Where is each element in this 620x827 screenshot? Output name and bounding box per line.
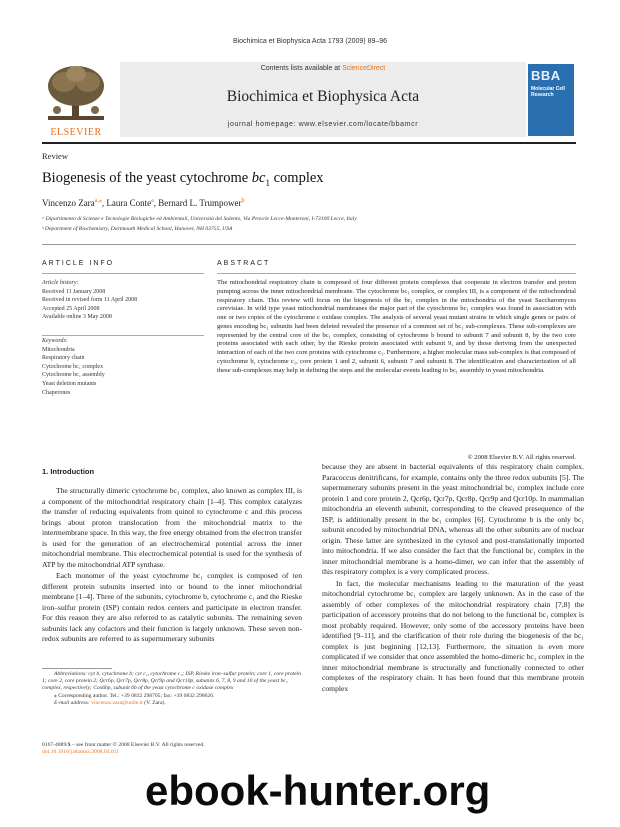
keyword: Yeast deletion mutants: [42, 380, 97, 387]
email-footnote: [42, 700, 302, 707]
contents-availability: [120, 65, 526, 72]
journal-title: Biochimica et Biophysica Acta: [226, 88, 420, 105]
section-heading: 1. Introduction: [42, 467, 95, 476]
journal-cover-image: [528, 64, 574, 136]
issn-line: 0167-4889/$ – see front matter © 2008 Elsevier B.V. All rights reserved.: [42, 742, 205, 748]
footnotes: [42, 671, 302, 707]
affiliation-b: ᵇ Department of Biochemistry, Dartmouth Medical School, Hanover, NH 03755, USA: [42, 226, 233, 232]
footnote-rule: [42, 668, 112, 669]
body-paragraph: Each monomer of the yeast cytochrome bc₁ complex is composed of ten different protein subunits inserted into or bound to the inner mitochondrial membrane [1–4]. Three of the subunits, cytochrome b, cytochrome c₁ and the Rieske iron–sulfur protein (ISP) contain redox centers and participate in electron transfer. For this reason they are also referred to as catalytic subunits. The remaining seven subunits lack any cofactors and their function is largely unknown. These seven non-redox subunits are referred to as supernumerary subunits: [42, 571, 302, 643]
article-title: [42, 170, 324, 188]
body-paragraph: because they are absent in bacterial equivalents of this respiratory chain complex. Paracoccus denitrificans, for example, contains only the three redox subunits [5]. The supernumerary subunits present in the yeast mitochondrial bc₁ complex include core protein 1 and core protein 2, Qcr6p, Qcr7p, Qcr8p, Qcr9p and Qcr10p. In mammalian mitochondria an eleventh subunit, corresponding to the cleaved presequence of the ISP, is additionally present in the bc₁ complex [6]. Cytochrome b is the only bc₁ subunit encoded by mitochondrial DNA, whereas all the other subunits are of nuclear origin. These latter are synthesized in the cytosol and post-translationally imported into mitochondria. If we also consider the fact that the functional bc₁ complex in the inner mitochondrial membrane is a homo-dimer, we can infer that the assembly of this respiratory complex is a very complicated process.: [322, 462, 584, 576]
doi-link[interactable]: doi:10.1016/j.bbamcr.2008.04.011: [42, 749, 120, 755]
abbreviations-footnote: Abbreviations: cyt b, cytochrome b; cyt c₁, cytochrome c₁; ISP, Rieske iron–sulfur protein; core 1, core protein 1; core 2, core protein 2; Qcr6p, Qcr7p, Qcr8p, Qcr9p and Qcr10p, subunits 6, 7, 8, 9 and 10 of the yeast bc₁ complex, respectively; Cox6bp, subunit 6b of the yeast cytochrome c oxidase complex: [42, 671, 301, 692]
history-line: Accepted 25 April 2008: [42, 305, 100, 312]
email-link[interactable]: vincenzo.zara@unile.it: [91, 699, 143, 706]
corresponding-author-footnote: ⁎ Corresponding author. Tel.: +39 0832 298705; fax: +39 0832 298626.: [54, 692, 215, 699]
watermark-text: ebook-hunter.org: [145, 767, 491, 814]
contents-box: [120, 62, 526, 137]
keyword: Mitochondria: [42, 346, 75, 353]
author-affiliation-mark[interactable]: a,⁎: [94, 198, 102, 204]
author-name[interactable]: Vincenzo Zara: [42, 198, 95, 208]
body-paragraph: The structurally dimeric cytochrome bc₁ complex, also known as complex III, is a component of the mitochondrial respiratory chain [1–4]. This complex catalyzes the transfer of reducing equivalents from quinol to cytochrome c and this process brings about proton translocation from the mitochondrial matrix to the intermembrane space. In this way, the free energy obtained from the electron transfer is used for the generation of an electrochemical potential across the inner mitochondrial membrane. This electrochemical potential is used for the synthesis of ATP by the mitochondrial ATP synthase.: [42, 486, 302, 569]
keyword: Respiratory chain: [42, 355, 85, 362]
email-label: E-mail address:: [54, 699, 92, 706]
article-info-rule: [42, 273, 204, 274]
elsevier-logo: [42, 64, 110, 136]
history-rule: [42, 335, 204, 336]
journal-reference: Biochimica et Biophysica Acta 1793 (2009) 89–96: [232, 38, 388, 45]
author-affiliation-mark[interactable]: b: [241, 198, 245, 204]
section-type: Review: [42, 151, 68, 161]
right-column: [322, 462, 584, 695]
elsevier-tree-icon: [42, 64, 110, 124]
keywords-label: Keywords:: [42, 338, 68, 344]
title-bc: bc: [251, 170, 266, 186]
sciencedirect-link[interactable]: ScienceDirect: [342, 65, 386, 72]
email-suffix: (V. Zara).: [142, 699, 166, 706]
title-subscript: 1: [265, 177, 270, 188]
history-label: Article history:: [42, 280, 79, 286]
abstract-text: The mitochondrial respiratory chain is composed of four different protein complexes that cooperate in electron transfer and proton pumping across the inner mitochondrial membrane. The cytochrome bc₁ complex, or complex III, is a component of the mitochondrial respiratory chain. This review will focus on the biogenesis of the bc₁ complex in the mitochondria of the yeast Saccharomyces cerevisiae. In wild type yeast mitochondrial membranes the major part of the cytochrome bc₁ complex was found in association with one or two copies of the cytochrome c oxidase complex. The analysis of several yeast mutant strains in which single genes or pairs of genes encoding bc₁ subunits had been deleted revealed the presence of a common set of bc₁ sub-complexes. These sub-complexes are represented by the central core of the bc₁ complex, consisting of cytochrome b bound to subunit 7 and subunit 8, by the two core proteins associated with each other, by the Rieske protein associated with subunit 9, and by those deriving from the unexpected interaction of each of the two core proteins with cytochrome c₁. Furthermore, a higher molecular mass sub-complex is that composed of cytochrome b, cytochrome c₁, core protein 1 and 2, subunit 6, subunit 7 and subunit 8. The identification and characterization of all these sub-complexes may help in defining the steps and the molecular events leading to bc₁ assembly in yeast mitochondria.: [217, 279, 576, 374]
copyright-notice: © 2008 Elsevier B.V. All rights reserved.: [467, 454, 576, 461]
keywords: [42, 337, 204, 397]
title-divider: [42, 244, 576, 245]
author-name[interactable]: Bernard L. Trumpower: [158, 198, 242, 208]
abstract-heading: ABSTRACT: [217, 260, 271, 267]
history-line: Received in revised form 11 April 2008: [42, 297, 138, 304]
left-column: [42, 486, 302, 646]
keyword: Cytochrome bc₁ assembly: [42, 372, 105, 379]
publisher-name: ELSEVIER: [50, 127, 102, 138]
keyword: Cytochrome bc₁ complex: [42, 363, 104, 370]
author-separator: ,: [153, 198, 159, 208]
affiliation-a: ᵃ Dipartimento di Scienze e Tecnologie Biologiche ed Ambientali, Università del Salento, Via Provcle Lecce-Monteroni, I-73100 Lecce, Italy: [42, 216, 357, 222]
article-info-heading: ARTICLE INFO: [42, 260, 115, 267]
author-affiliation-mark[interactable]: a: [151, 198, 154, 204]
keyword: Chaperones: [42, 389, 71, 396]
author-list: [42, 197, 245, 208]
title-text: Biogenesis of the yeast cytochrome: [42, 170, 252, 186]
article-history: [42, 279, 204, 322]
author-separator: ,: [101, 198, 107, 208]
body-paragraph: In fact, the molecular mechanisms leading to the maturation of the yeast mitochondrial cytochrome bc₁ complex are largely unknown. As in the case of the assembly of other complexes of the mitochondrial respiratory chain [7,8] the participation of accessory proteins that do not belong to the functional bc₁ complex is most probably required. However, only some of the accessory proteins have been identified [9–11], and the clarification of their role during the biogenesis of the bc₁ complex is just beginning [12,13]. Furthermore, the situation is even more complicated if we consider that once assembled the homo-dimeric bc₁ complex in the inner mitochondrial membrane is structurally and functionally connected to other complexes of the respiratory chain. It has been found that this membrane protein complex: [322, 578, 584, 693]
journal-homepage-link[interactable]: journal homepage: www.elsevier.com/locate/bbamcr: [227, 121, 419, 128]
journal-header: [42, 62, 574, 137]
history-line: Received 11 January 2008: [42, 288, 106, 295]
title-end: complex: [269, 170, 324, 186]
cover-title: BBA: [531, 68, 561, 83]
front-matter-info: [42, 742, 302, 756]
cover-subtitle: Molecular Cell Research: [531, 86, 565, 98]
contents-prefix: Contents lists available at: [260, 65, 343, 72]
history-line: Available online 3 May 2008: [42, 314, 112, 321]
author-name[interactable]: Laura Conte: [106, 198, 152, 208]
header-divider: [42, 142, 576, 144]
abstract-rule: [217, 273, 576, 274]
